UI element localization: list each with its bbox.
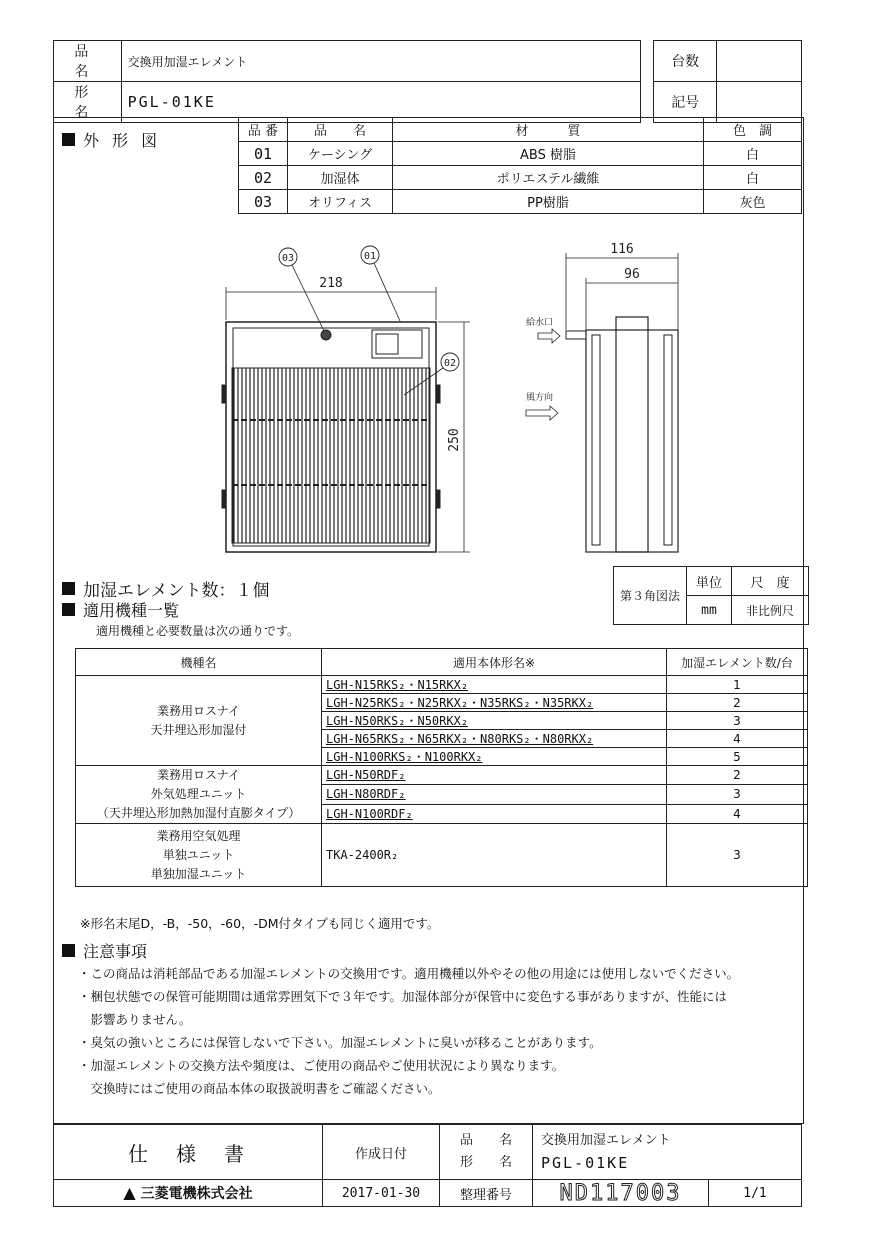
company-name: 三菱電機株式会社 [140,1186,253,1202]
qty-cell: 5 [667,748,808,766]
group-name: 業務用空気処理 単独ユニット 単独加湿ユニット [76,824,322,887]
header-table [53,40,802,123]
model-cell: LGH-N65RKS₂・N65RKX₂・N80RKS₂・N80RKX₂ [322,730,667,748]
part-material: PP樹脂 [393,190,704,214]
part-no: 02 [239,166,288,190]
qty-cell: 3 [667,824,808,887]
dim-96: 96 [624,267,640,282]
ref-number: ND117003 [533,1180,709,1207]
parts-header: 材 質 [393,118,704,142]
water-arrow-icon [538,329,560,343]
outline-heading: 外 形 図 [62,128,161,151]
caution-line: ・この商品は消耗部品である加湿エレメントの交換用です。適用機種以外やその他の用途には使用しないでください。 [78,966,740,981]
parts-header: 色 調 [704,118,802,142]
qty-label: 台数 [654,41,717,82]
water-inlet-label: 給水口 [526,318,554,328]
caution-line: 影響ありません。 [78,1012,192,1027]
doc-type: 仕 様 書 [54,1125,323,1180]
wind-direction-label: 風方向 [526,393,554,403]
scale-value: 非比例尺 [732,596,809,625]
col-header: 加湿エレメント数/台 [667,649,808,676]
part-no: 01 [239,142,288,166]
projection: 第３角図法 [614,567,687,625]
wind-arrow-icon [526,406,558,420]
model-label: 形 名 [54,82,122,123]
models-heading: 適用機種一覧 [62,598,179,621]
qty-value [716,41,801,82]
parts-table [238,117,802,214]
bullet-square-icon [62,582,75,595]
caution-line: ・梱包状態での保管可能期間は通常雰囲気下で３年です。加湿体部分が保管中に変色する事がありますが、性能には [78,989,728,1004]
model-cell: LGH-N100RKS₂・N100RKX₂ [322,748,667,766]
ref-label: 整理番号 [440,1180,533,1207]
part-no: 03 [239,190,288,214]
applicable-models-table [75,648,808,887]
part-color: 灰色 [704,190,802,214]
model-cell: LGH-N25RKS₂・N25RKX₂・N35RKS₂・N35RKX₂ [322,694,667,712]
parts-header: 品 名 [288,118,393,142]
footer-table [53,1124,802,1207]
qty-cell: 3 [667,712,808,730]
name-value: 交換用加湿エレメント [121,41,641,82]
name-label: 品 名 [54,41,122,82]
element-count: 加湿エレメント数：１個 [62,576,270,601]
part-color: 白 [704,166,802,190]
outline-drawing [200,235,720,565]
model-cell: LGH-N50RDF₂ [322,766,667,785]
name-model-values: 交換用加湿エレメント PGL-01KE [533,1125,802,1180]
parts-header: 品 番 [239,118,288,142]
unit-label: 単位 [687,567,732,596]
part-name: オリフィス [288,190,393,214]
bullet-square-icon [62,133,75,146]
bullet-square-icon [62,944,75,957]
part-material: ポリエステル繊維 [393,166,704,190]
bullet-square-icon [62,603,75,616]
dim-height: 250 [447,428,462,452]
qty-cell: 2 [667,694,808,712]
table-footnote: ※形名末尾D，-B，-50，-60，-DM付タイプも同じく適用です。 [80,916,440,931]
date-label: 作成日付 [323,1125,440,1180]
date-value: 2017-01-30 [323,1180,440,1207]
side-view [526,242,678,552]
scale-label: 尺 度 [732,567,809,596]
caution-line: ・臭気の強いところには保管しないで下さい。加湿エレメントに臭いが移ることがあります。 [78,1035,602,1050]
part-color: 白 [704,142,802,166]
model-cell: LGH-N100RDF₂ [322,804,667,823]
company-cell [54,1180,323,1207]
model-cell: LGH-N15RKS₂・N15RKX₂ [322,676,667,694]
caution-line: 交換時にはご使用の商品本体の取扱説明書をご確認ください。 [78,1081,441,1096]
group-name: 業務用ロスナイ 外気処理ユニット （天井埋込形加熱加湿付直膨タイプ） [76,766,322,824]
page-number: 1/1 [709,1180,802,1207]
symbol-label: 記号 [654,82,717,123]
callout-02: 02 [443,358,457,369]
part-name: ケーシング [288,142,393,166]
name-model-labels: 品 名 形 名 [440,1125,533,1180]
col-header: 機種名 [76,649,322,676]
qty-cell: 3 [667,785,808,804]
callout-01: 01 [363,251,377,262]
dim-width: 218 [319,276,343,291]
model-cell: LGH-N80RDF₂ [322,785,667,804]
qty-cell: 4 [667,804,808,823]
group-name: 業務用ロスナイ 天井埋込形加湿付 [76,676,322,766]
mitsubishi-logo-icon: ▲ [123,1183,136,1202]
cautions-list [78,962,802,1100]
callout-03: 03 [281,253,295,264]
caution-line: ・加湿エレメントの交換方法や頻度は、ご使用の商品やご使用状況により異なります。 [78,1058,565,1073]
qty-cell: 1 [667,676,808,694]
model-cell: TKA-2400R₂ [322,824,667,887]
unit-value: mm [687,596,732,625]
model-value: PGL-01KE [121,82,641,123]
front-view [222,246,470,552]
qty-cell: 4 [667,730,808,748]
part-name: 加湿体 [288,166,393,190]
scale-table [613,566,809,625]
qty-cell: 2 [667,766,808,785]
dim-116: 116 [610,242,634,257]
cautions-heading: 注意事項 [62,939,147,962]
col-header: 適用本体形名※ [322,649,667,676]
part-material: ABS 樹脂 [393,142,704,166]
model-cell: LGH-N50RKS₂・N50RKX₂ [322,712,667,730]
models-subtext: 適用機種と必要数量は次の通りです。 [96,624,300,638]
